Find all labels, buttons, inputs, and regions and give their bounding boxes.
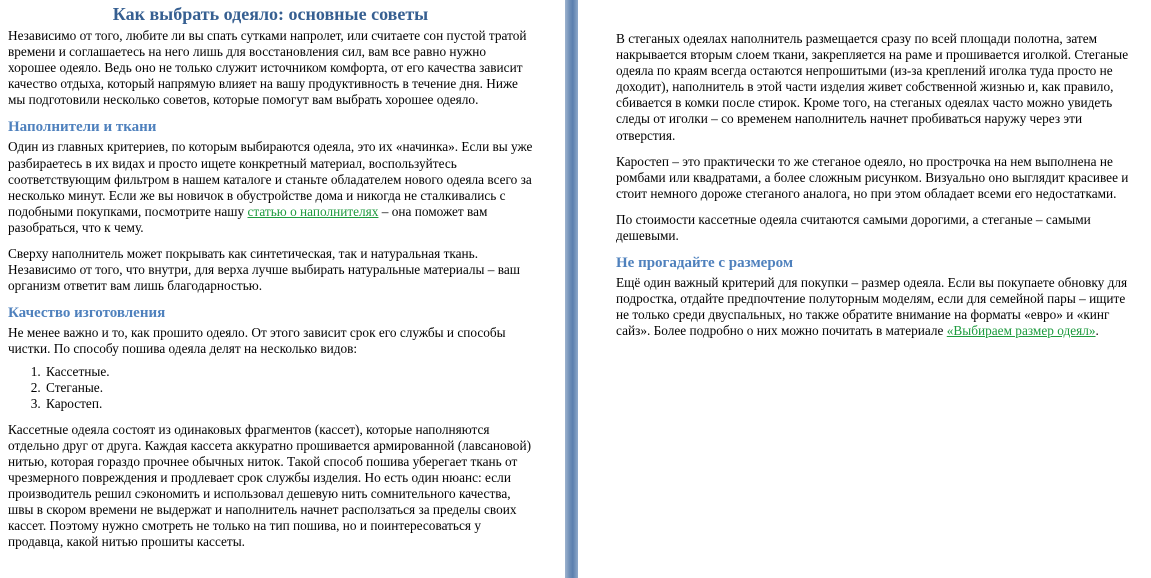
- fillers-article-link[interactable]: статью о наполнителях: [247, 203, 379, 219]
- quilted-paragraph: В стеганых одеялах наполнитель размещается сразу по всей площади полотна, затем накрывается вторым слоем ткани, закрепляется на раме и прошивается иголкой. Стеганые одеяла по краям всегда остаются непрошитыми (из-за креплений иголка туда просто не доходит), наполнитель в этой части изделия живет собственной жизнью и, как правило, сбивается в комки после стирок. Кроме того, на стеганых одеялах часто можно увидеть следы от иголки – со временем наполнитель начнет пробиваться наружу через эти отверстия.: [616, 31, 1129, 143]
- karostep-paragraph: Каростеп – это практически то же стеганое одеяло, но прострочка на нем выполнена не ромбами или квадратами, а более сложным рисунком. Визуально оно выглядит красивее и стоит немного дороже стеганого аналога, но при этом обладает всеми его недостатками.: [616, 153, 1129, 201]
- section-heading-size: Не прогадайте с размером: [616, 255, 794, 272]
- fabric-paragraph: Сверху наполнитель может покрывать как синтетическая, так и натуральная ткань. Независимо от того, что внутри, для верха лучше выбирать натуральные материалы – ваш организм ответит вам лишь благодарностью.: [8, 246, 520, 294]
- fillers-text-after: – она поможет вам разобраться, что к чему.: [8, 203, 488, 235]
- size-text-after: .: [1095, 323, 1099, 339]
- quality-paragraph: Не менее важно и то, как прошито одеяло. От этого зависит срок его службы и способы чистки. По способу пошива одеяла делят на несколько видов:: [8, 325, 506, 357]
- fillers-text-before: Один из главных критериев, по которым выбираются одеяла, это их «начинка». Если вы уже разбираетесь в их видах и просто ищете конкретный материал, воспользуйтесь соответствующим фильтром в нашем каталоге и станьте обладателем нового одеяла всего за несколько минут. Если же вы новичок в обустройстве дома и никогда не сталкивались с подобными покупками, посмотрите нашу: [8, 139, 533, 219]
- document-page-right: [578, 0, 1151, 578]
- size-paragraph: [616, 275, 1138, 339]
- list-item: 2. Стеганые.: [44, 380, 533, 396]
- document-page-left: [0, 0, 565, 578]
- fillers-paragraph: [8, 139, 533, 236]
- sewing-types-list: [8, 364, 533, 412]
- size-article-link[interactable]: «Выбираем размер одеял»: [946, 323, 1096, 339]
- page-content: [616, 31, 1138, 350]
- document-title: Как выбрать одеяло: основные советы: [112, 4, 429, 24]
- page-content: [8, 4, 533, 561]
- list-item: 3. Каростеп.: [44, 396, 533, 412]
- section-heading-quality: Качество изготовления: [8, 305, 166, 322]
- intro-paragraph: Независимо от того, любите ли вы спать сутками напролет, или считаете сон пустой тратой времени и соглашаетесь на него лишь для восстановления сил, вам все равно нужно хорошее одеяло. Ведь оно не только служит источником комфорта, от его качества зависит качество отдыха, который напрямую влияет на вашу продуктивность в течение дня. Ниже мы подготовили несколько советов, которые помогут вам выбрать хорошее одеяло.: [8, 28, 527, 108]
- size-text-before: Ещё один важный критерий для покупки – размер одеяла. Если вы покупаете обновку для подростка, отдайте предпочтение полуторным моделям, если для семейной пары – ищите не только среди двуспальных, но также обратите внимание на форматы «евро» и «кинг сайз». Более подробно о них можно почитать в материале: [616, 275, 1128, 339]
- section-heading-fillers: Наполнители и ткани: [8, 119, 157, 136]
- page-gutter: [565, 0, 578, 578]
- cassette-paragraph: Кассетные одеяла состоят из одинаковых фрагментов (кассет), которые наполняются отдельно друг от друга. Каждая кассета аккуратно прошивается армированной (лавсановой) нитью, которая гораздо прочнее обычных ниток. Такой способ пошива уберегает ткань от чрезмерного повреждения и продлевает срок службы изделия. Но есть один нюанс: если производитель решил сэкономить и использовал дешевую нить сомнительного качества, швы в скором времени не выдержат и наполнитель начнет расползаться за пределы своих кассет. Поэтому нужно смотреть не только на тип пошива, но и поинтересоваться у продавца, какой нитью прошиты кассеты.: [8, 421, 531, 550]
- price-paragraph: По стоимости кассетные одеяла считаются самыми дорогими, а стеганые – самыми дешевыми.: [616, 211, 1091, 244]
- list-item: 1. Кассетные.: [44, 364, 533, 380]
